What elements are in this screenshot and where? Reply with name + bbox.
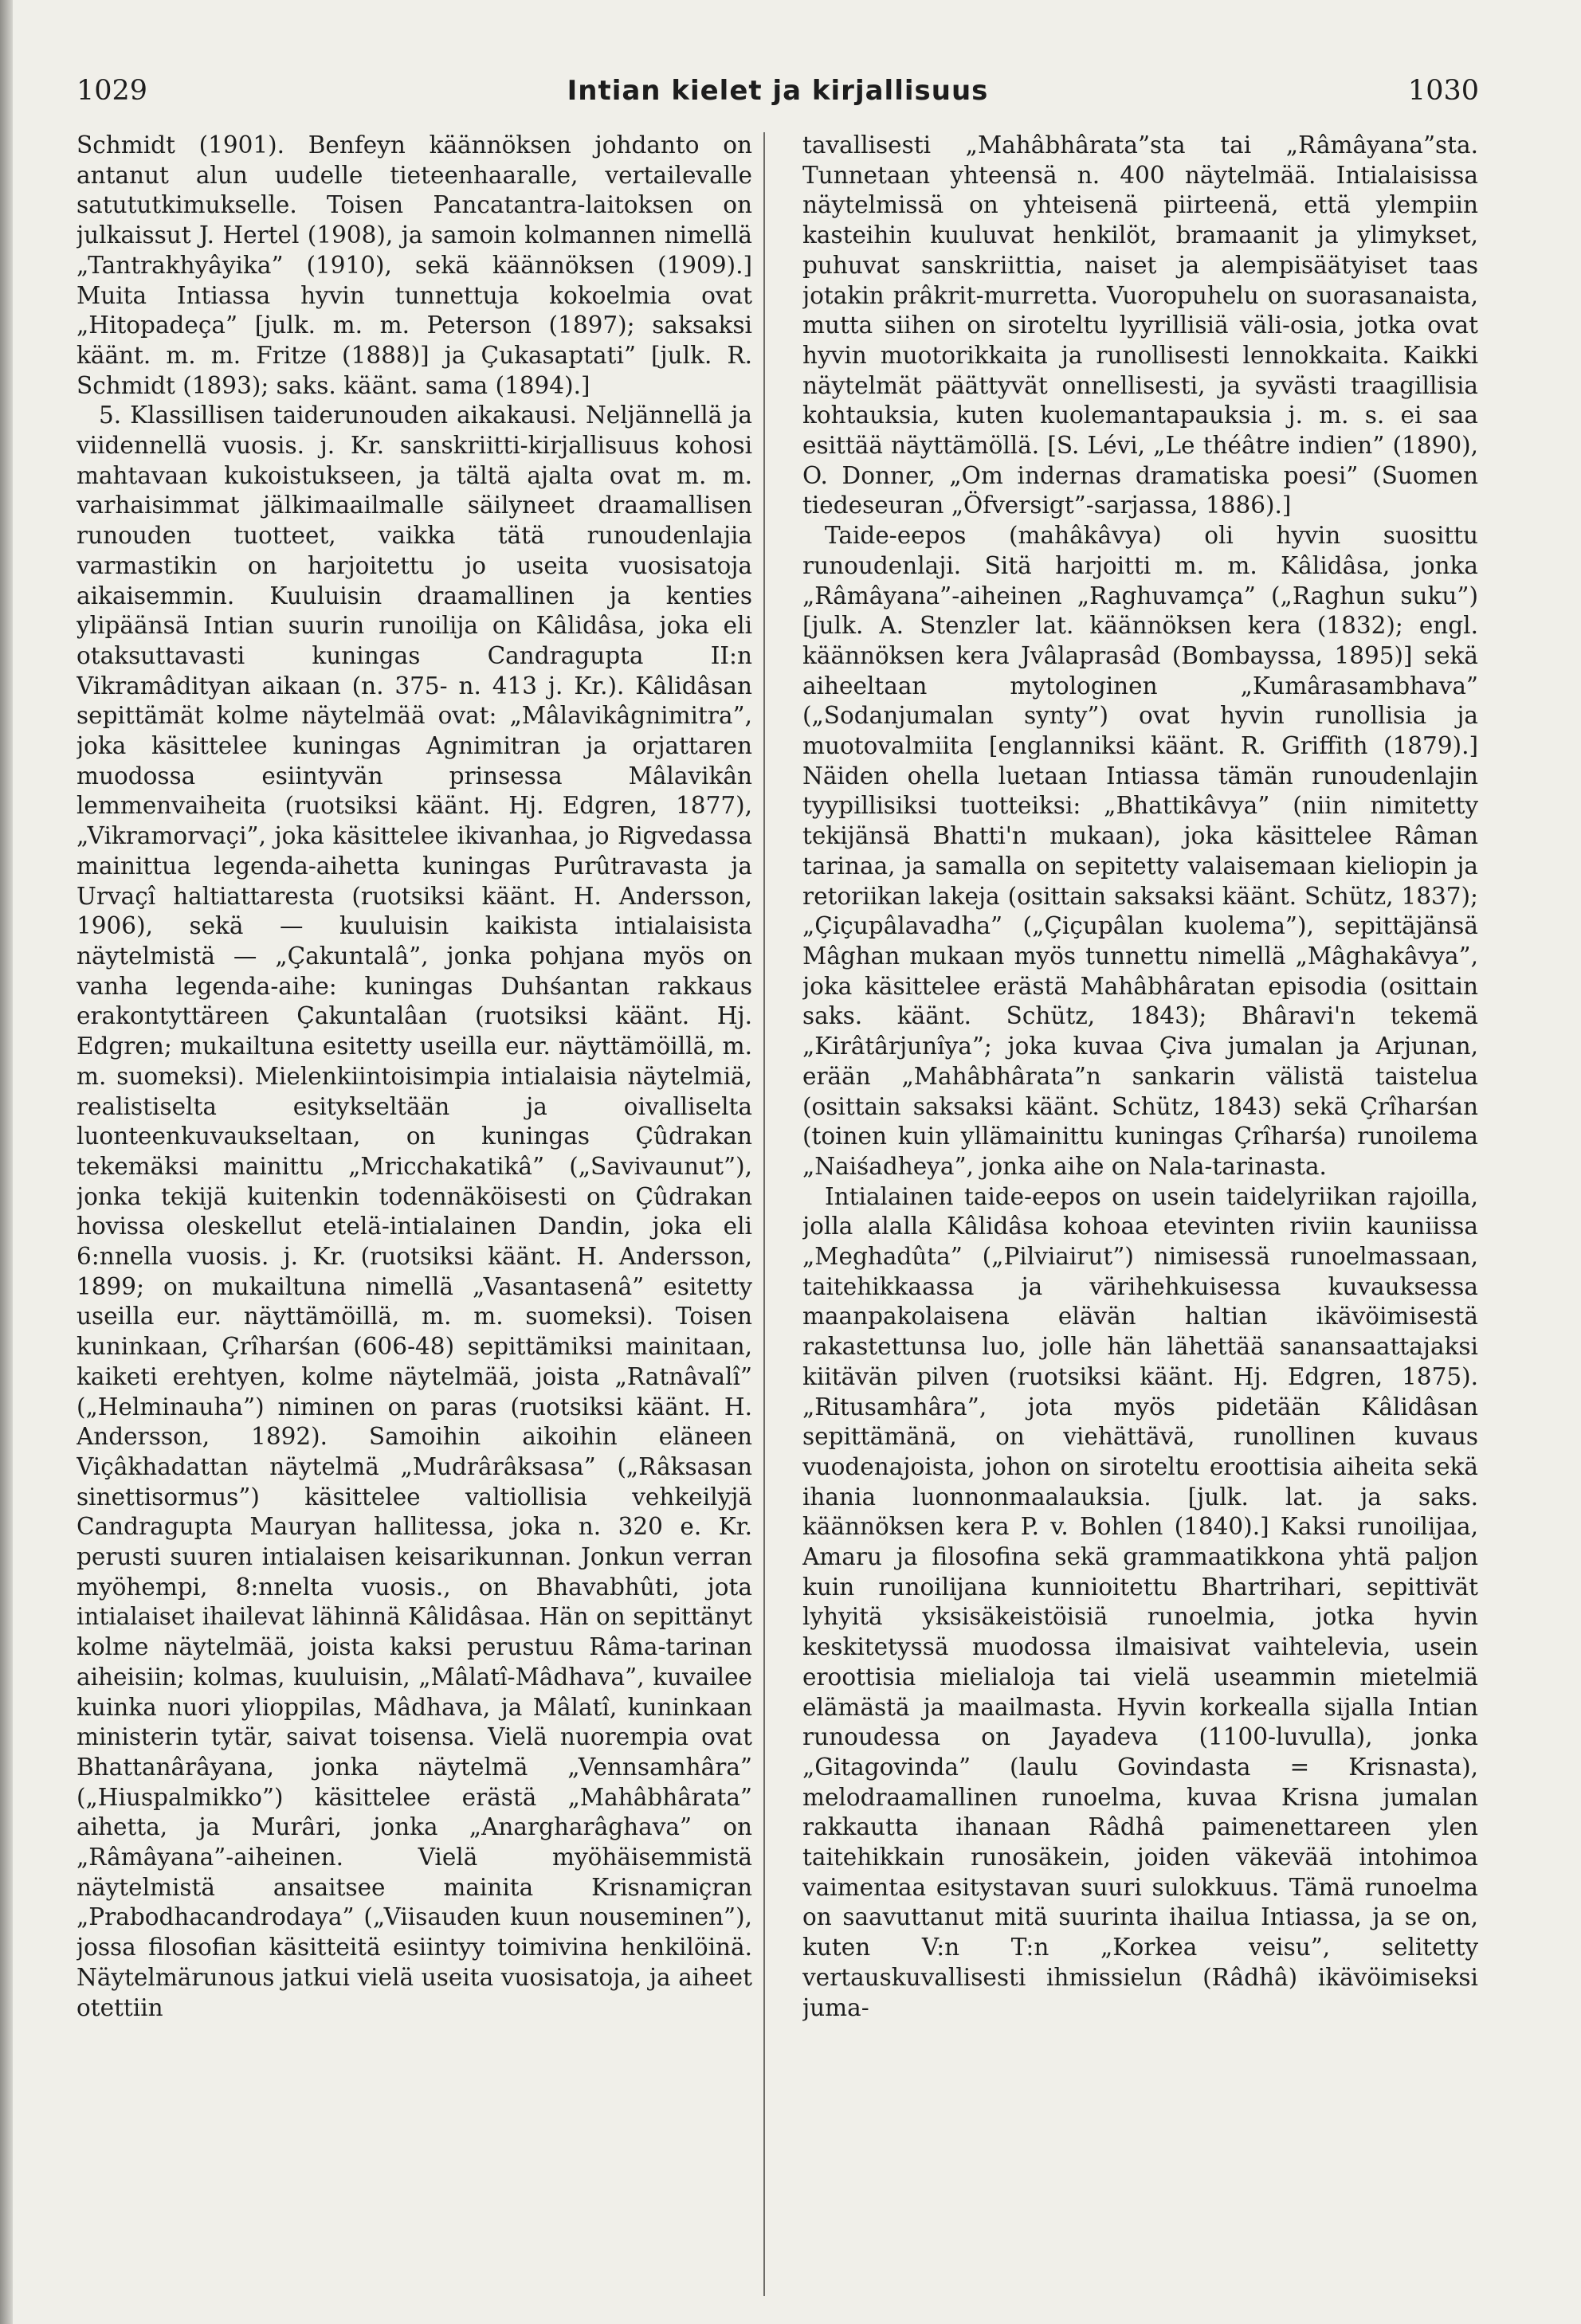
page-number-right: 1030 <box>1407 75 1479 107</box>
page-edge-shadow <box>0 0 13 2324</box>
column-divider <box>763 132 765 2296</box>
left-column <box>76 131 752 2294</box>
paragraph: Taide-eepos (mahâkâvya) oli hyvin suosittu runoudenlaji. Sitä harjoitti m. m. Kâlidâsa, jonka „Râmâyana”-aiheinen „Raghuvamça” („Raghun suku”) [julk. A. Stenzler lat. käännöksen kera (1832); engl. käännöksen kera Jvâlaprasâd (Bombayssa, 1895)] sekä aiheeltaan mytologinen „Kumârasambhava” („Sodanjumalan synty”) ovat hyvin runollisia ja muotovalmiita [englanniksi käänt. R. Griffith (1879).] Näiden ohella luetaan Intiassa tämän runoudenlajin tyypillisiksi tuotteiksi: „Bhattikâvya” (niin nimitetty tekijänsä Bhatti'n mukaan), joka käsittelee Râman tarinaa, ja samalla on sepitetty valaisemaan kieliopin ja retoriikan lakeja (osittain saksaksi käänt. Schütz, 1837); „Çiçupâlavadha” („Çiçupâlan kuolema”), sepittäjänsä Mâghan mukaan myös tunnettu nimellä „Mâghakâvya”, joka käsittelee erästä Mahâbhâratan episodia (osittain saks. käänt. Schütz, 1843); Bhâravi'n tekemä „Kirâtârjunîya”; joka kuvaa Çiva jumalan ja Arjunan, erään „Mahâbhârata”n sankarin välistä taistelua (osittain saksaksi käänt. Schütz, 1843) sekä Çrîharśan (toinen kuin yllämainittu kuningas Çrîharśa) runoilema „Naiśadheya”, jonka aihe on Nala-tarinasta. <box>802 522 1478 1180</box>
paragraph: Intialainen taide-eepos on usein taidelyriikan rajoilla, jolla alalla Kâlidâsa kohoaa etevinten riviin kauniissa „Meghadûta” („Pilviairut”) nimisessä runoelmassaan, taitehikkaassa ja värihehkuisessa kuvauksessa maanpakolaisena elävän haltian ikävöimisestä rakastettunsa luo, jolle hän lähettää sanansaattajaksi kiitävän pilven (ruotsiksi käänt. Hj. Edgren, 1875). „Ritusamhâra”, jota myös pidetään Kâlidâsan sepittämänä, on viehättävä, runollinen kuvaus vuodenajoista, johon on siroteltu eroottisia aiheita sekä ihania luonnonmaalauksia. [julk. lat. ja saks. käännöksen kera P. v. Bohlen (1840).] Kaksi runoilijaa, Amaru ja filosofina sekä grammaatikkona yhtä paljon kuin runoilijana kunnioitettu Bhartrihari, sepittivät lyhyitä yksisäkeistöisiä runoelmia, jotka hyvin keskitetyssä muodossa ilmaisivat vaihtelevia, usein eroottisia mielialoja tai vielä useammin mietelmiä elämästä ja maailmasta. Hyvin korkealla sijalla Intian runoudessa on Jayadeva (1100-luvulla), jonka „Gitagovinda” (laulu Govindasta = Krisnasta), melodraamallinen runoelma, kuvaa Krisna jumalan rakkautta ihanaan Râdhâ paimenettareen ylen taitehikkain runosäkein, joiden väkevää intohimoa vaimentaa esitystavan suuri sulokkuus. Tämä runoelma on saavuttanut mitä suurinta ihailua Intiassa, ja se on, kuten V:n T:n „Korkea veisu”, selitetty vertauskuvallisesti ihmissielun (Râdhâ) ikävöimiseksi juma- <box>802 1182 1478 2021</box>
paragraph: tavallisesti „Mahâbhârata”sta tai „Râmâyana”sta. Tunnetaan yhteensä n. 400 näytelmää. Intialaisissa näytelmissä on yhteisenä piirteenä, että ylempiin kasteihin kuuluvat henkilöt, bramaanit ja ylimykset, puhuvat sanskriittia, naiset ja alempisäätyiset taas jotakin prâkrit-murretta. Vuoropuhelu on suorasanaista, mutta siihen on siroteltu lyyrillisiä väli-osia, jotka ovat hyvin muotorikkaita ja runollisesti lennokkaita. Kaikki näytelmät päättyvät onnellisesti, ja syvästi traagillisia kohtauksia, kuten kuolemantapauksia j. m. s. ei saa esittää näyttämöllä. [S. Lévi, „Le théâtre indien” (1890), O. Donner, „Om indernas dramatiska poesi” (Suomen tiedeseuran „Öfversigt”-sarjassa, 1886).] <box>802 131 1478 519</box>
page-number-left: 1029 <box>76 75 148 107</box>
paragraph: 5. Klassillisen taiderunouden aikakausi. Neljännellä ja viidennellä vuosis. j. Kr. sanskriitti-kirjallisuus kohosi mahtavaan kukoistukseen, ja tältä ajalta ovat m. m. varhaisimmat jälkimaailmalle säilyneet draamallisen runouden tuotteet, vaikka tätä runoudenlajia varmastikin on harjoitettu jo useita vuosisatoja aikaisemmin. Kuuluisin draamallinen ja kenties ylipäänsä Intian suurin runoilija on Kâlidâsa, joka eli otaksuttavasti kuningas Candragupta II:n Vikramâdityan aikaan (n. 375- n. 413 j. Kr.). Kâlidâsan sepittämät kolme näytelmää ovat: „Mâlavikâgnimitra”, joka käsittelee kuningas Agnimitran ja orjattaren muodossa esiintyvän prinsessa Mâlavikân lemmenvaiheita (ruotsiksi käänt. Hj. Edgren, 1877), „Vikramorvaçi”, joka käsittelee ikivanhaa, jo Rigvedassa mainittua legenda-aihetta kuningas Purûtravasta ja Urvaçî haltiattaresta (ruotsiksi käänt. H. Andersson, 1906), sekä — kuuluisin kaikista intialaisista näytelmistä — „Çakuntalâ”, jonka pohjana myös on vanha legenda-aihe: kuningas Duhśantan rakkaus erakontyttäreen Çakuntalâan (ruotsiksi käänt. Hj. Edgren; mukailtuna esitetty useilla eur. näyttämöillä, m. m. suomeksi). Mielenkiintoisimpia intialaisia näytelmiä, realistiselta esitykseltään ja oivalliselta luonteenkuvaukseltaan, on kuningas Çûdrakan tekemäksi mainittu „Mricchakatikâ” („Savivaunut”), jonka tekijä kuitenkin todennäköisesti on Çûdrakan hovissa oleskellut etelä-intialainen Dandin, joka eli 6:nnella vuosis. j. Kr. (ruotsiksi käänt. H. Andersson, 1899; on mukailtuna nimellä „Vasantasenâ” esitetty useilla eur. näyttämöillä, m. m. suomeksi). Toisen kuninkaan, Çrîharśan (606-48) sepittämiksi mainitaan, kaiketi erehtyen, kolme näytelmää, joista „Ratnâvalî” („Helminauha”) niminen on paras (ruotsiksi käänt. H. Andersson, 1892). Samoihin aikoihin eläneen Viçâkhadattan näytelmä „Mudrârâksasa” („Râksasan sinettisormus”) käsittelee valtiollisia vehkeilyjä Candragupta Mauryan hallitessa, joka n. 320 e. Kr. perusti suuren intialaisen keisarikunnan. Jonkun verran myöhempi, 8:nnelta vuosis., on Bhavabhûti, jota intialaiset ihailevat lähinnä Kâlidâsaa. Hän on sepittänyt kolme näytelmää, joista kaksi perustuu Râma-tarinan aiheisiin; kolmas, kuuluisin, „Mâlatî-Mâdhava”, kuvailee kuinka nuori ylioppilas, Mâdhava, ja Mâlatî, kuninkaan ministerin tytär, saivat toisensa. Vielä nuorempia ovat Bhattanârâyana, jonka näytelmä „Vennsamhâra” („Hiuspalmikko”) käsittelee erästä „Mahâbhârata” aihetta, ja Murâri, jonka „Anargharâghava” on „Râmâyana”-aiheinen. Vielä myöhäisemmistä näytelmistä ansaitsee mainita Krisnamiçran „Prabodhacandrodaya” („Viisauden kuun nouseminen”), jossa filosofian käsitteitä esiintyy toimivina henkilöinä. Näytelmärunous jatkui vielä useita vuosisatoja, ja aiheet otettiin <box>76 402 752 2021</box>
right-column <box>802 131 1478 2294</box>
paragraph: Schmidt (1901). Benfeyn käännöksen johdanto on antanut alun uudelle tieteenhaaralle, vertailevalle satututkimukselle. Toisen Pancatantra-laitoksen on julkaissut J. Hertel (1908), ja samoin kolmannen nimellä „Tantrakhyâyika” (1910), sekä käännöksen (1909).] Muita Intiassa hyvin tunnettuja kokoelmia ovat „Hitopadeça” [julk. m. m. Peterson (1897); saksaksi käänt. m. m. Fritze (1888)] ja Çukasaptati” [julk. R. Schmidt (1893); saks. käänt. sama (1894).] <box>76 131 752 399</box>
page-header <box>76 75 1479 115</box>
running-title: Intian kielet ja kirjallisuus <box>567 75 989 107</box>
